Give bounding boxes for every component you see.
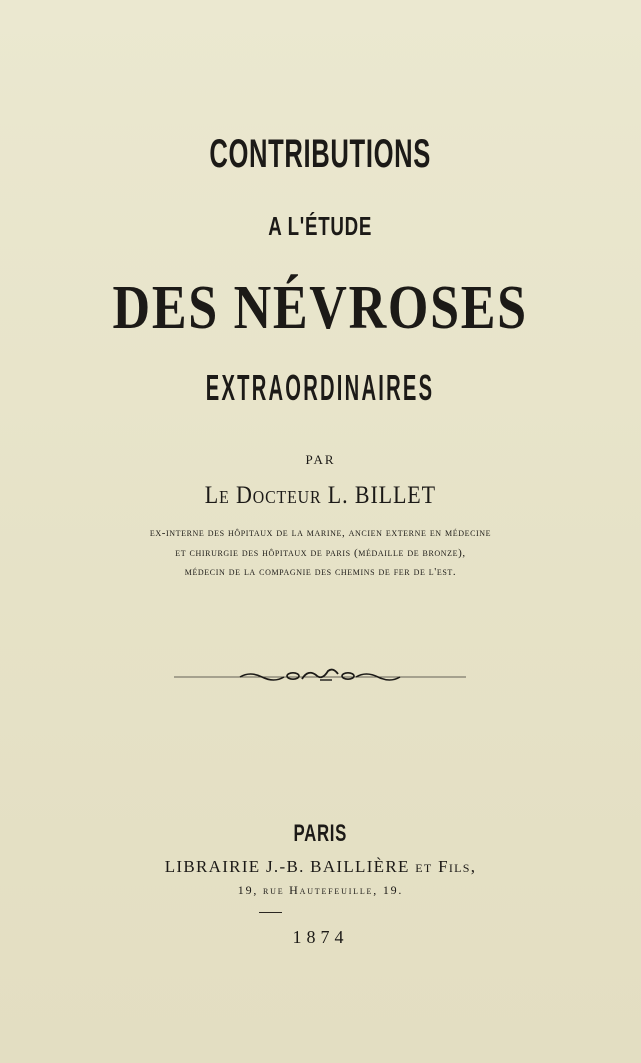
author-line [0,483,641,508]
title-line-contributions: CONTRIBUTIONS [209,132,432,176]
imprint-address: 19, rue Hautefeuille, 19. [237,883,404,897]
title-line-nevroses: DES NÉVROSES [112,274,529,342]
divider-rule [259,912,282,913]
credential-line-2: et chirurgie des hôpitaux de paris (médaille de bronze), [175,547,466,559]
credential-line-1: ex-interne des hôpitaux de la marine, ancien externe en médecine [149,527,492,539]
imprint-publisher [0,858,641,875]
title-line-etude: A L'ÉTUDE [268,211,373,241]
credential-line-3: médecin de la compagnie des chemins de fer de l'est. [184,566,457,578]
publisher-suffix: et Fils, [415,857,477,876]
publisher-name: LIBRAIRIE J.-B. BAILLIÈRE [164,857,410,876]
byline-par: PAR [305,452,336,467]
title-line-extraordinaires: EXTRAORDINAIRES [206,367,435,408]
ornament-divider-icon [170,665,470,687]
author-name: L. BILLET [327,482,437,509]
imprint-city: PARIS [293,820,348,847]
imprint-year: 1874 [292,927,349,947]
author-prefix: Le Docteur [204,482,322,509]
